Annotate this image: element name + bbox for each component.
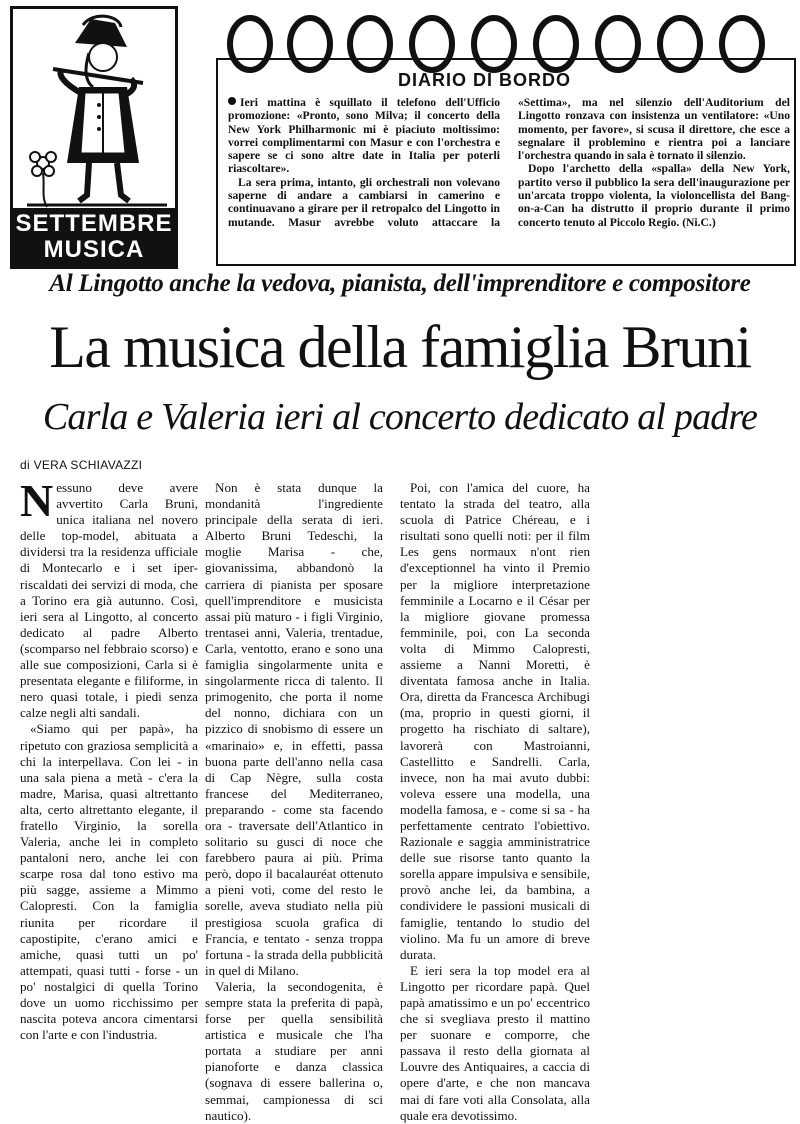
diario-di-bordo-box (210, 6, 796, 268)
article-paragraph: E ieri sera la top model era al Lingotto per ricordare papà. Quel papà amatissimo e un po' eccentrico che si svegliava presto il mattino per suonare e comporre, che passava il resto della giornata al Louvre des Antiquaires, a caccia di opere d'arte, e che non mancava mai di fare voti alla Consolata, alla quale era devotissimo. (400, 962, 590, 1123)
byline: di VERA SCHIAVAZZI (20, 458, 143, 472)
diario-paragraph: Dopo l'archetto della «spalla» della New York, partito verso il pubblico la sera dell'inaugurazione per un'arcata troppo violenta, la violoncellista del Bang-on-a-Can ha distrutto il proprio durante il primo concerto tenuto al Piccolo Regio. (Ni.C.) (518, 162, 790, 229)
headline-subtitle: Carla e Valeria ieri al concerto dedicato al padre (42, 396, 758, 438)
article-column-3 (400, 480, 590, 1124)
article-column-1 (20, 475, 198, 1043)
bullet-icon (228, 97, 236, 105)
article-paragraph: Poi, con l'amica del cuore, ha tentato la strada del teatro, alla scuola di Patrice Chéreau, e i risultati sono quelli noti: per il film Les gens normaux n'ont rien d'exceptionnel ha vinto il Premio per la migliore interpretazione femminile a Locarno e il César per la migliore giovane promessa femminile, poi, con La seconda volta di Mimmo Calopresti, assieme a Nanni Moretti, è diventata famosa anche in Italia. Ora, diretta da Francesca Archibugi (ma, proprio in questi giorni, il progetto ha rischiato di saltare), lavorerà con Mastroianni, Castellitto e Sandrelli. Carla, invece, non ha mai avuto dubbi: voleva essere una modella, una modella famosa, e - come si sa - ha perfettamente centrato l'obiettivo. Razionale e saggia amministratrice delle sue risorse tanto quanto la sorella appare impulsiva e sensibile, provò anche lei, da bambina, a condividere le passioni musicali di famiglie, tentando lo studio del violino. Ma fu un amore di breve durata. (400, 480, 590, 962)
page-title: La musica della famiglia Bruni (49, 314, 751, 380)
headline-kicker: Al Lingotto anche la vedova, pianista, dell'imprenditore e compositore (49, 270, 751, 297)
diario-frame (216, 58, 796, 266)
flute-player-illustration (23, 13, 171, 209)
column-label-line1: SETTEMBRE (15, 210, 173, 237)
diario-text (228, 96, 790, 256)
article-paragraph: Nessuno deve avere avvertito Carla Bruni, unica italiana nel novero delle top-model, abituata a dividersi tra la residenza ufficiale di Montecarlo e i set iper-riscaldati dei servizi di moda, che a Torino era già autunno. Così, ieri sera al Lingotto, al concerto dedicato al padre Alberto (scomparso nel febbraio scorso) e alle sue composizioni, Carla si è presentata elegante e filiforme, in nero quasi totale, i piedi senza calze negli alti sandali. (20, 475, 198, 721)
diario-title: DIARIO DI BORDO (398, 70, 572, 90)
diario-paragraph: La sera prima, intanto, gli orchestrali non volevano saperne di andare a cambiarsi in camerino e continuavano a girare per il retropalco del Lingotto in mutande. Masur avrebbe voluto attaccare la «Settima», ma nel silenzio dell'Auditorium del Lingotto ronzava con insistenza un ventilatore: «Uno momento, per favore», si scusa il direttore, che esce a segnalare il problemino e rientra poi a lanciare l'orchestra quando in sala è tornato il silenzio. (228, 96, 790, 229)
article-paragraph: Non è stata dunque la mondanità l'ingrediente principale della serata di ieri. Alberto Bruni Tedeschi, la moglie Marisa - che, giovanissima, abbandonò la carriera di pianista per sposare quell'imprenditore e musicista assai più maturo - i figli Virginio, trentasei anni, Valeria, trentadue, Carla, ventotto, erano e sono una famiglia singolarmente unita e singolarmente ricca di talento. Il primogenito, che porta il nome del nonno, dichiara con un pizzico di snobismo di essere un «marinaio» e, in effetti, passa buona parte dell'anno nella casa di Cap Nègre, sulla costa francese del Mediterraneo, preparando - come sta facendo ora - traversate dell'Atlantico in solitario su gusci di noce che farebbero paura ai più. Prima però, dopo il bacalauréat ottenuto a pieni voti, come del resto le sorelle, aveva studiato nella più prestigiosa scuola grafica di Francia, e tentato - senza troppa fortuna - la strada della pubblicità in quel di Milano. (205, 480, 383, 978)
column-label-line2: MUSICA (43, 236, 145, 263)
column-label (13, 208, 175, 266)
drop-cap: N (20, 475, 54, 526)
article-paragraph: «Siamo qui per papà», ha ripetuto con graziosa semplicità a chi la interpellava. Con lei - in una sala piena a metà - c'era la madre, Marisa, quasi altrettanto alta, certo altrettanto elegante, il fratello Virginio, la sorella Valeria, anche lei in completo pantaloni nero, anche lei con scarpe rosa dal tono estivo ma più sagge, assieme a Mimmo Calopresti. Con la famiglia riunita per ricordare il capostipite, c'erano amici e amiche, quasi tutti un po' attempati, quasi tutti - forse - un po' nostalgici di quella Torino dove un uomo ricchissimo per nascita poteva ancora cimentarsi con l'arte e con l'industria. (20, 721, 198, 1043)
diario-paragraph: Ieri mattina è squillato il telefono dell'Ufficio promozione: «Pronto, sono Milva; il concerto della New York Philharmonic mi è piaciuto moltissimo: vorrei complimentarmi con Masur e con l'orchestra e sapere se ci sono altre date in Italia per poterli riascoltare». (228, 96, 500, 176)
column-logo-box (10, 6, 178, 269)
article-paragraph: Valeria, la secondogenita, è sempre stata la preferita di papà, forse per quella sensibilità artistica e musicale che l'ha portata a studiare per anni pianoforte e danza classica (sognava di essere ballerina o, semmai, campionessa di sci nautico). (205, 978, 383, 1123)
article-column-2 (205, 480, 383, 1124)
